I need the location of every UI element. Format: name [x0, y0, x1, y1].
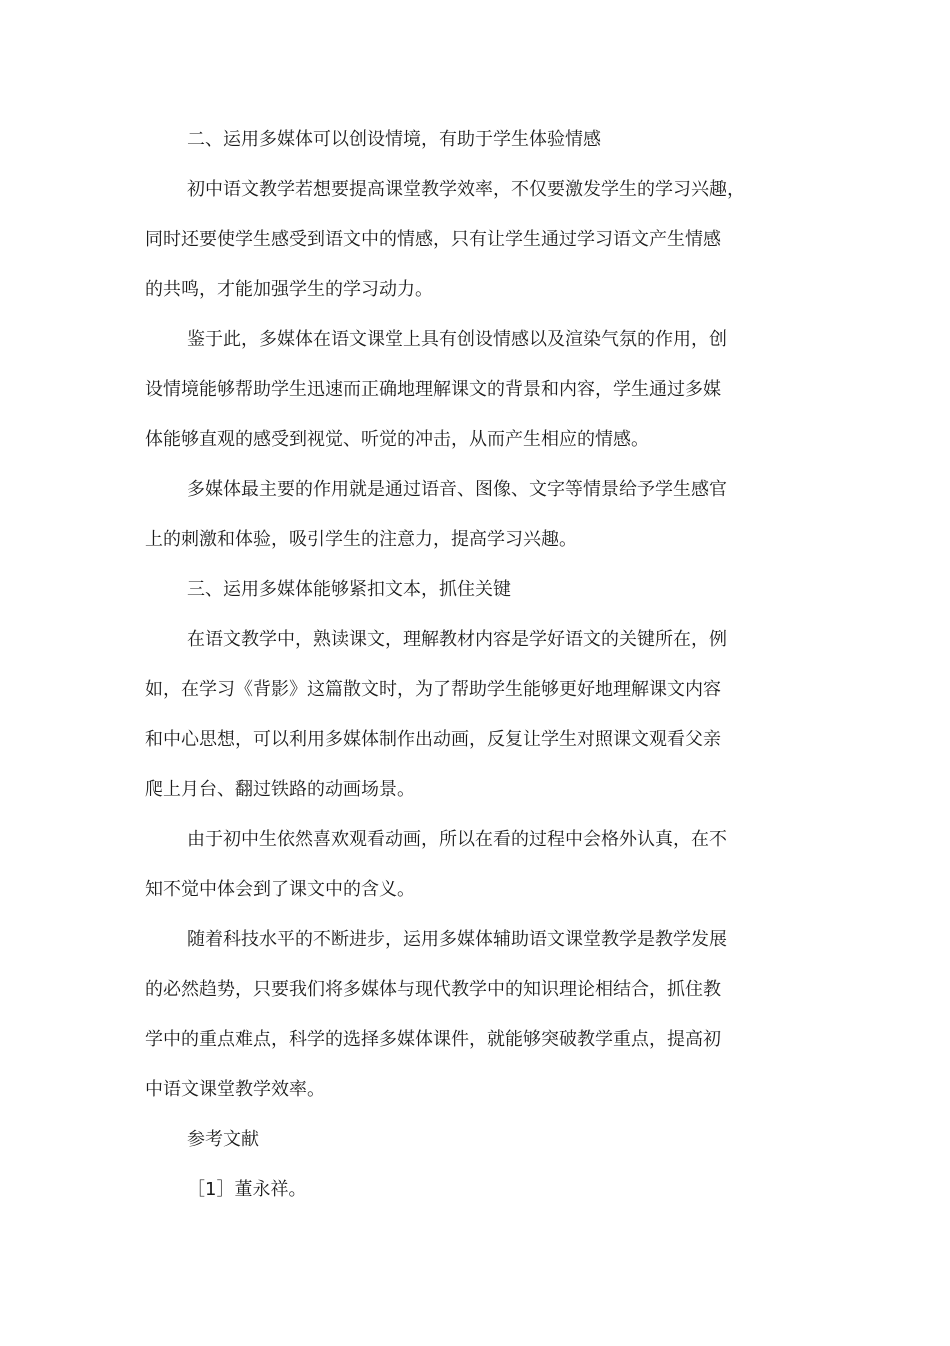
references-heading: 参考文献: [187, 1129, 259, 1150]
paragraph-line: 学中的重点难点，科学的选择多媒体课件，就能够突破教学重点，提高初: [145, 1029, 721, 1050]
paragraph-line: 多媒体最主要的作用就是通过语音、图像、文字等情景给予学生感官: [187, 479, 727, 500]
paragraph-line: 在语文教学中，熟读课文，理解教材内容是学好语文的关键所在，例: [187, 629, 727, 650]
paragraph-line: 和中心思想，可以利用多媒体制作出动画，反复让学生对照课文观看父亲: [145, 729, 721, 750]
paragraph-line: 如，在学习《背影》这篇散文时，为了帮助学生能够更好地理解课文内容: [145, 679, 721, 700]
section-heading-3: 三、运用多媒体能够紧扣文本，抓住关键: [187, 579, 511, 600]
reference-item: ［1］董永祥。: [187, 1179, 307, 1200]
paragraph-line: 的共鸣，才能加强学生的学习动力。: [145, 279, 433, 300]
paragraph-line: 设情境能够帮助学生迅速而正确地理解课文的背景和内容，学生通过多媒: [145, 379, 721, 400]
paragraph-line: 初中语文教学若想要提高课堂教学效率，不仅要激发学生的学习兴趣，: [187, 179, 745, 200]
section-heading-2: 二、运用多媒体可以创设情境，有助于学生体验情感: [187, 129, 601, 150]
paragraph-line: 鉴于此，多媒体在语文课堂上具有创设情感以及渲染气氛的作用，创: [187, 329, 727, 350]
paragraph-line: 知不觉中体会到了课文中的含义。: [145, 879, 415, 900]
paragraph-line: 体能够直观的感受到视觉、听觉的冲击，从而产生相应的情感。: [145, 429, 649, 450]
paragraph-line: 爬上月台、翻过铁路的动画场景。: [145, 779, 415, 800]
paragraph-line: 同时还要使学生感受到语文中的情感，只有让学生通过学习语文产生情感: [145, 229, 721, 250]
paragraph-line: 由于初中生依然喜欢观看动画，所以在看的过程中会格外认真，在不: [187, 829, 727, 850]
paragraph-line: 的必然趋势，只要我们将多媒体与现代教学中的知识理论相结合，抓住教: [145, 979, 721, 1000]
paragraph-line: 随着科技水平的不断进步，运用多媒体辅助语文课堂教学是教学发展: [187, 929, 727, 950]
paragraph-line: 上的刺激和体验，吸引学生的注意力，提高学习兴趣。: [145, 529, 577, 550]
paragraph-line: 中语文课堂教学效率。: [145, 1079, 325, 1100]
